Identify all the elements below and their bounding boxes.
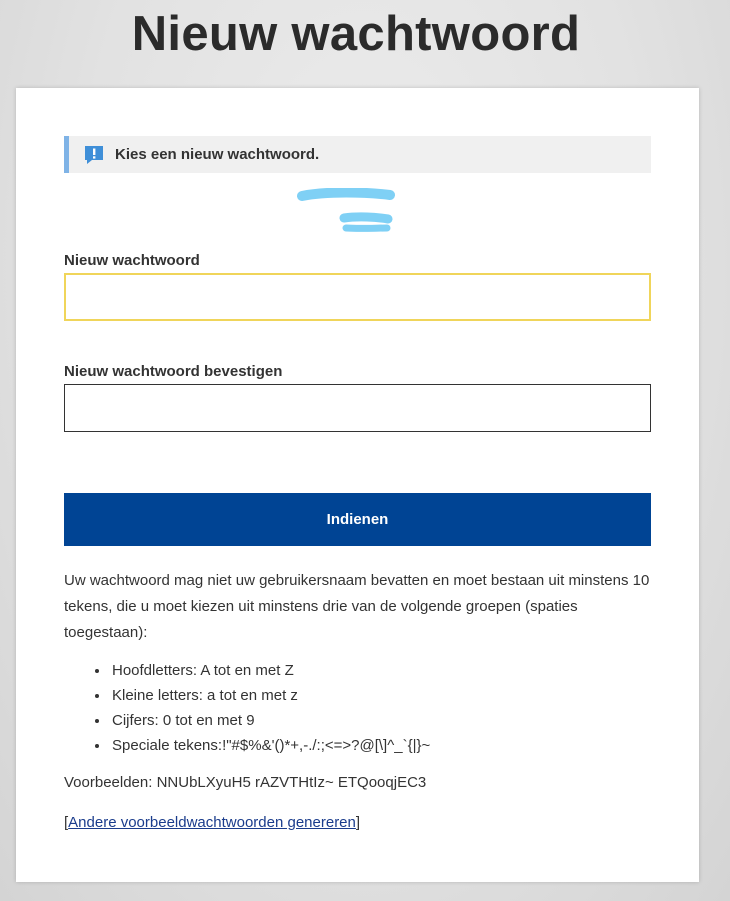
confirm-password-input[interactable]: [64, 384, 651, 432]
rule-uppercase: • Hoofdletters: A tot en met Z: [110, 658, 430, 683]
confirm-password-label: Nieuw wachtwoord bevestigen: [64, 363, 283, 380]
submit-button[interactable]: Indienen: [64, 493, 651, 546]
redacted-username: [296, 188, 396, 236]
page-title: Nieuw wachtwoord: [131, 7, 581, 61]
new-password-label: Nieuw wachtwoord: [64, 252, 200, 269]
new-password-input[interactable]: [64, 273, 651, 321]
password-rules-list: [64, 658, 430, 758]
info-banner-text: Kies een nieuw wachtwoord.: [115, 146, 320, 163]
password-form-card: [16, 88, 699, 882]
rule-digits: • Cijfers: 0 tot en met 9: [110, 708, 430, 733]
generate-examples-row: [64, 814, 360, 831]
bracket-close: ]: [355, 814, 361, 831]
example-passwords: Voorbeelden: NNUbLXyuH5 rAZVTHtIz~ ETQooqjEC3: [64, 774, 427, 791]
generate-examples-link[interactable]: Andere voorbeeldwachtwoorden genereren: [68, 814, 356, 831]
info-message-icon: [83, 144, 105, 166]
password-requirements-text: Uw wachtwoord mag niet uw gebruikersnaam bevatten en moet bestaan uit minstens 10 tekens, die u moet kiezen uit minstens drie van de volgende groepen (spaties toegestaan):: [64, 572, 650, 641]
bracket-open: [: [64, 814, 69, 831]
rule-lowercase: • Kleine letters: a tot en met z: [110, 683, 430, 708]
rule-special: • Speciale tekens:!"#$%&'()*+,-./:;<=>?@[\]^_`{|}~: [110, 733, 430, 758]
info-banner: [64, 136, 651, 173]
